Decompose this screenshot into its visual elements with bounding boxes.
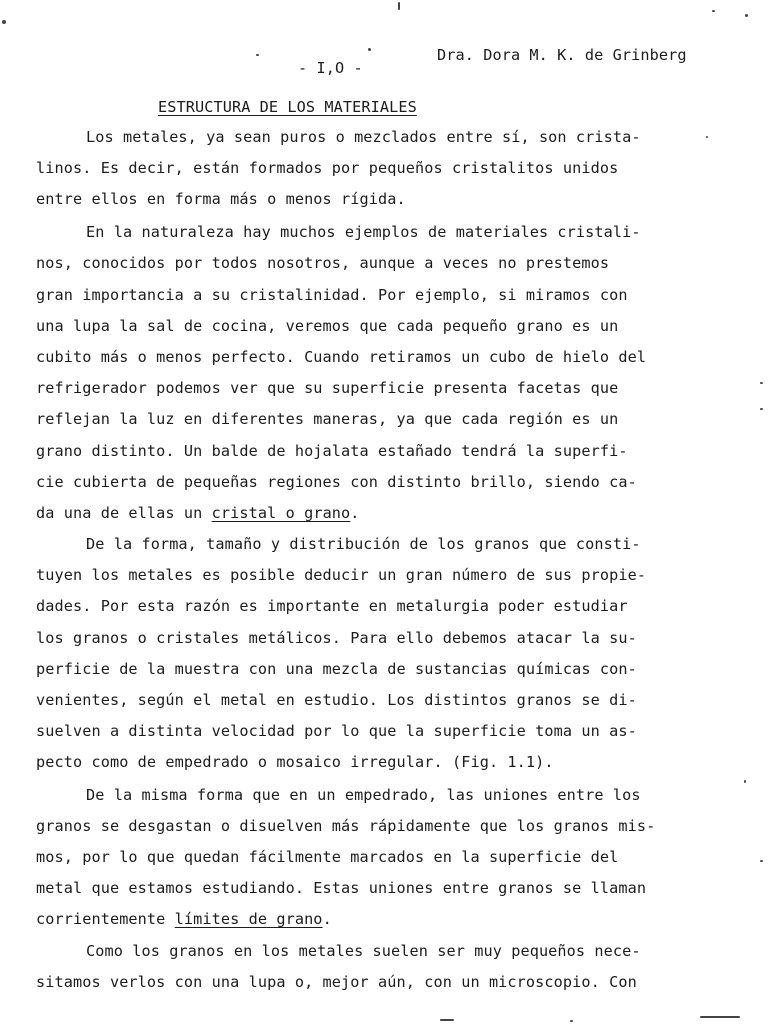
term-cristal-o-grano: cristal o grano [211,504,351,522]
text-line: gran importancia a su cristalinidad. Por ejemplo, si miramos con [36,286,628,304]
text-line: tuyen los metales es posible deducir un gran número de sus propie- [36,566,647,584]
text-line: grano distinto. Un balde de hojalata estañado tendrá la superfi- [36,442,628,460]
text-line: dades. Por esta razón es importante en metalurgia poder estudiar [36,597,628,615]
term-limites-de-grano: límites de grano [174,910,323,928]
text-line: De la misma forma que en un empedrado, las uniones entre los [86,786,641,804]
text-line: refrigerador podemos ver que su superficie presenta facetas que [36,379,619,397]
text-run: . [350,504,360,522]
text-line: En la naturaleza hay muchos ejemplos de materiales cristali- [86,223,641,241]
text-run: . [322,910,332,928]
text-line: los granos o cristales metálicos. Para ello debemos atacar la su- [36,629,637,647]
text-line: sitamos verlos con una lupa o, mejor aún, con un microscopio. Con [36,973,637,991]
scan-speck [760,382,763,384]
text-line: suelven a distinta velocidad por lo que la superficie toma un as- [36,722,637,740]
text-line: De la forma, tamaño y distribución de los granos que consti- [86,535,641,553]
scan-speck [256,54,259,56]
text-line: pecto como de empedrado o mosaico irregular. (Fig. 1.1). [36,753,554,771]
text-line: metal que estamos estudiando. Estas uniones entre granos se llaman [36,879,647,897]
scan-speck [570,1020,573,1022]
text-line: reflejan la luz en diferentes maneras, ya que cada región es un [36,410,619,428]
document-title: ESTRUCTURA DE LOS MATERIALES [158,98,417,116]
scan-speck [712,10,715,12]
scan-speck [744,780,746,783]
text-line: entre ellos en forma más o menos rígida. [36,190,406,208]
scan-speck [760,860,763,862]
text-line: Los metales, ya sean puros o mezclados entre sí, son crista- [86,128,641,146]
text-line: venientes, según el metal en estudio. Los distintos granos se di- [36,691,637,709]
text-line [36,910,332,928]
scan-speck [706,136,708,138]
scan-speck [700,1016,740,1018]
page-number: - I,O - [298,59,363,77]
text-line: cubito más o menos perfecto. Cuando retiramos un cubo de hielo del [36,348,647,366]
scan-speck [745,14,748,17]
scan-speck [398,2,400,10]
text-line: una lupa la sal de cocina, veremos que cada pequeño grano es un [36,317,619,335]
text-line: Como los granos en los metales suelen ser muy pequeños nece- [86,942,641,960]
text-line: mos, por lo que quedan fácilmente marcados en la superficie del [36,848,619,866]
text-run: da una de ellas un [36,504,212,522]
text-line: nos, conocidos por todos nosotros, aunque a veces no prestemos [36,254,610,272]
text-run: corrientemente [36,910,175,928]
scan-speck [368,48,371,51]
text-line [36,504,360,522]
scan-speck [760,408,763,410]
text-line: linos. Es decir, están formados por pequeños cristalitos unidos [36,159,619,177]
text-line: granos se desgastan o disuelven más rápidamente que los granos mis- [36,817,656,835]
text-line: cie cubierta de pequeñas regiones con distinto brillo, siendo ca- [36,473,637,491]
scan-speck [440,1019,454,1021]
text-line: perficie de la muestra con una mezcla de sustancias químicas con- [36,660,637,678]
scan-speck [2,20,6,24]
author-name: Dra. Dora M. K. de Grinberg [437,46,687,64]
